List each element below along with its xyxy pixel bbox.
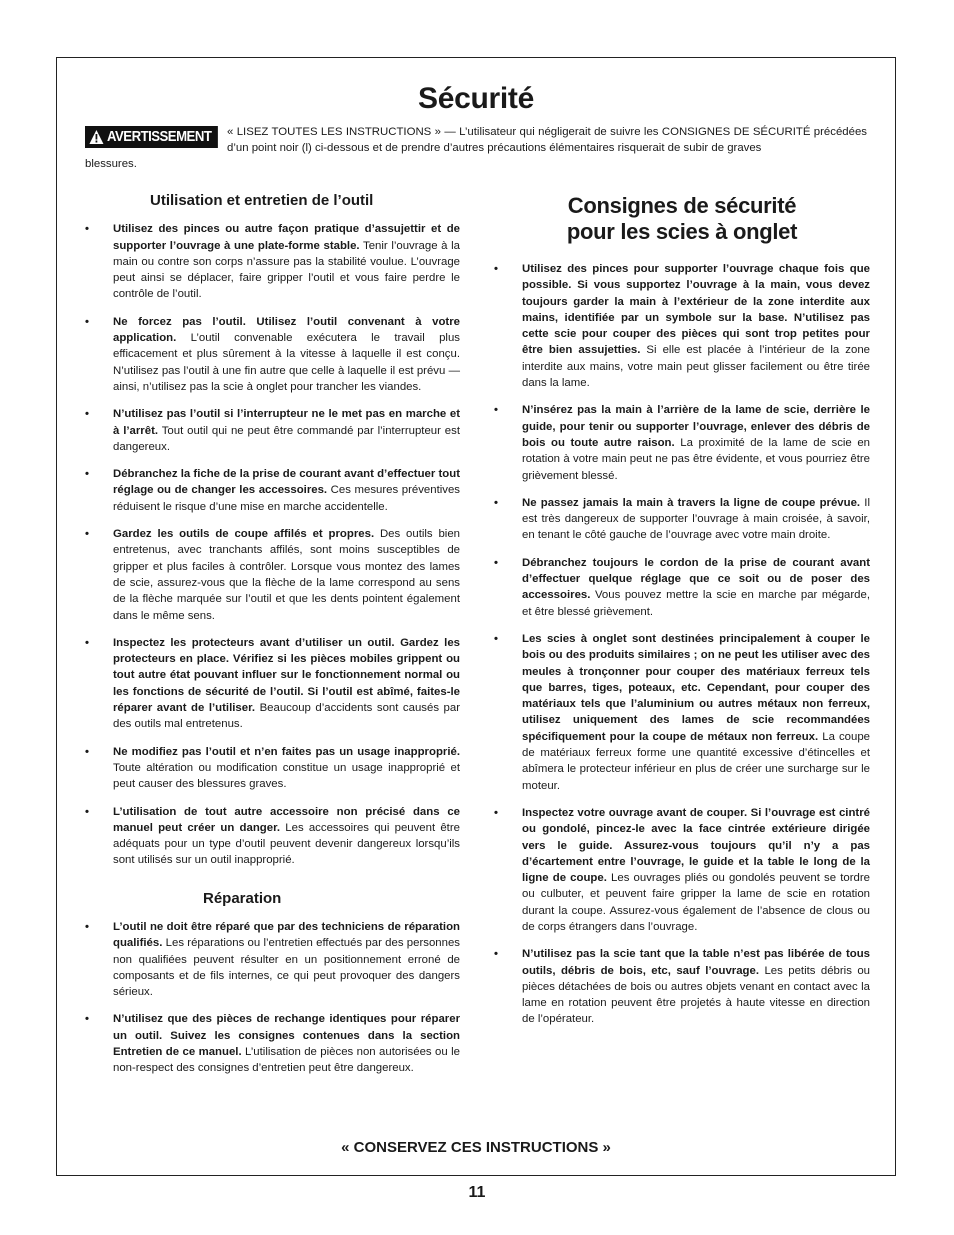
item-body-text: La coupe de matériaux ferreux forme une quantité excessive d’étincelles et abîmera le protecteur inférieur en plus de créer une surcharge sur le moteur. [522, 730, 870, 792]
item-body-text: La proximité de la lame de scie en rotation à votre main peut ne pas être évidente, et vous pourriez être grièvement blessé. [522, 436, 871, 482]
item-body-text: Tenir l’ouvrage à la main ou contre son corps n’assure pas la stabilité voulue. L’ouvrage peut ainsi se déplacer, faire gripper l’outil et vous faire perdre le contrôle de l’outil. [113, 239, 460, 301]
bullet-icon: • [494, 632, 498, 645]
bullet-icon: • [85, 920, 89, 933]
bullet-icon: • [85, 468, 89, 481]
bullet-icon: • [85, 636, 89, 649]
item-body-text: Des outils bien entretenus, avec tranchants affilés, sont moins susceptibles de gripper et plus faciles à contrôler. Lorsque vous montez des lames de scie, assurez-vous que la flèche de la lame correspond au sens de la flèche marquée sur l’outil et que les dents pointent également dans le même sens. [113, 528, 460, 622]
warning-badge-label: AVERTISSEMENT [107, 128, 212, 145]
list-item [85, 744, 460, 793]
bullet-icon: • [494, 948, 498, 961]
item-body-text: Les petits débris ou pièces détachées de bois ou autres objets venant en contact avec la lame en rotation peuvent être projetés à haute vitesse en direction de l’opérateur. [522, 964, 871, 1026]
bullet-icon: • [494, 263, 498, 275]
item-bold-text: L’outil ne doit être réparé que par des techniciens de réparation qualifiés. [113, 920, 460, 950]
item-bold-text: Utilisez des pinces ou autre façon pratique d’assujettir et de supporter l’ouvrage à une plate-forme stable. [113, 223, 460, 252]
item-body-text: Les ouvrages pliés ou gondolés peuvent se tordre ou culbuter, et peuvent faire gripper la lame de scie en rotation durant la coupe. Assurez-vous également de l’absence de clous ou de corps étrangers dans l’ouvrage. [522, 872, 870, 933]
item-body-text: Beaucoup d’accidents sont causés par des outils mal entretenus. [113, 702, 460, 731]
item-body-text: Tout outil qui ne peut être commandé par l’interrupteur est dangereux. [113, 424, 460, 453]
bullet-icon: • [494, 404, 498, 417]
item-bold-text: Ne forcez pas l’outil. Utilisez l’outil convenant à votre application. [113, 315, 460, 345]
page-title: Sécurité [418, 82, 534, 115]
warning-text-tail: blessures. [85, 158, 137, 170]
section-heading-repair: Réparation [203, 889, 282, 907]
section-heading-usage: Utilisation et entretien de l’outil [150, 192, 374, 209]
item-bold-text: Utilisez des pinces pour supporter l’ouvrage chaque fois que possible. Si vous supportez l’ouvrage à la main, vous devez toujours garder la main à l’extérieur de la zone interdite aux mains, identifiée par un symbole sur la base. N’utilisez pas cette scie pour couper des pièces qui sont trop petites pour être bien assujetties. [522, 263, 870, 357]
bullet-icon: • [494, 556, 498, 569]
list-item [494, 555, 870, 620]
list-item [85, 635, 460, 733]
bullet-icon: • [494, 806, 498, 819]
item-bold-text: N’insérez pas la main à l’arrière de la lame de scie, derrière le guide, pour tenir ou supporter l’ouvrage, enlever des débris de bois ou toute autre raison. [522, 404, 870, 449]
item-bold-text: Débranchez toujours le cordon de la prise de courant avant d’effectuer quelque réglage que ce soit ou de poser des accessoires. [522, 556, 870, 602]
list-item [85, 314, 460, 395]
list-item [494, 631, 870, 794]
item-bold-text: Débranchez la fiche de la prise de courant avant d’effectuer tout réglage ou de changer les accessoires. [113, 468, 460, 497]
right-column [494, 193, 870, 1039]
bullet-icon: • [85, 745, 89, 758]
item-bold-text: N’utilisez pas l’outil si l’interrupteur ne le met pas en marche et à l’arrêt. [113, 408, 460, 437]
section-heading-miter-saw [494, 193, 870, 245]
miter-saw-list [494, 261, 870, 1028]
list-item [494, 946, 870, 1027]
bullet-icon: • [85, 805, 89, 818]
item-body-text: Ces mesures préventives réduisent le risque d’une mise en marche accidentelle. [113, 484, 460, 513]
page-frame [56, 57, 896, 1176]
item-bold-text: Gardez les outils de coupe affilés et propres. [113, 528, 375, 541]
bullet-icon: • [85, 315, 89, 328]
list-item [494, 261, 870, 391]
item-body-text: Si elle est placée à l’intérieur de la zone interdite aux mains, votre main peut glisser facilement ou être tirée dans la lame. [522, 344, 870, 390]
heading-line-2: pour les scies à onglet [566, 219, 798, 244]
item-bold-text: Ne modifiez pas l’outil et n’en faites pas un usage inapproprié. [113, 745, 460, 758]
bullet-icon: • [85, 408, 89, 421]
item-bold-text: Inspectez les protecteurs avant d’utiliser un outil. Gardez les protecteurs en place. Vérifiez si les pièces mobiles grippent ou tout autre état pouvant influer sur le fonctionnement normal ou les fonctions de sécurité de l’outil. Si l’outil est abîmé, faites-le réparer avant de l’utiliser. [113, 636, 460, 715]
item-body-text: Les réparations ou l’entretien effectués par des personnes non qualifiées peuvent résulter en un positionnement erroné de composants et de fils internes, ce qui peut provoquer des dangers sérieux. [113, 937, 460, 999]
list-item [85, 406, 460, 455]
list-item [85, 919, 460, 1000]
save-instructions-note: « CONSERVEZ CES INSTRUCTIONS » [341, 1139, 611, 1156]
warning-badge [85, 126, 218, 148]
item-bold-text: Inspectez votre ouvrage avant de couper. Si l’ouvrage est cintré ou gondolé, pincez-le avec la face cintrée extérieure dirigée vers le guide. Assurez-vous toujours qu’il n’y a pas d’écartement entre l’ouvrage, le guide et la table le long de la ligne de coupe. [522, 806, 870, 885]
item-body-text: L’utilisation de pièces non autorisées ou le non-respect des consignes d’entretien peut être dangereux. [113, 1046, 460, 1075]
list-item [85, 1011, 460, 1076]
list-item [85, 804, 460, 869]
usage-list [85, 221, 460, 868]
warning-triangle-icon [89, 130, 103, 144]
bullet-icon: • [85, 1013, 89, 1026]
item-body-text: Toute altération ou modification constitue un usage inapproprié et peut causer des blessures graves. [113, 761, 460, 791]
warning-block [85, 124, 867, 156]
repair-list [85, 919, 460, 1077]
list-item [494, 805, 870, 935]
bullet-icon: • [85, 528, 89, 541]
item-body-text: Les accessoires qui peuvent être adéquats pour un type d’outil peuvent devenir dangereux lorsqu’ils sont utilisés sur un outil inapproprié. [113, 821, 460, 867]
bullet-icon: • [494, 496, 498, 509]
item-bold-text: N’utilisez que des pièces de rechange identiques pour réparer un outil. Suivez les consignes contenues dans la section Entretien de ce manuel. [113, 1013, 460, 1059]
item-body-text: L’outil convenable exécutera le travail plus efficacement et plus sûrement à la vitesse à laquelle il est conçu. N’utilisez pas l’outil à une fin autre que celle à laquelle il est prévu — ainsi, n’utilisez pas la scie à onglet pour trancher les viandes. [113, 332, 460, 393]
item-bold-text: Les scies à onglet sont destinées principalement à couper le bois ou des produits similaires ; on ne peut les utiliser avec des meules à tronçonner pour couper des matériaux ferreux tels que barres, tiges, poteaux, etc. Cependant, pour couper des matériaux tels que l’aluminium ou autres métaux non ferreux, utilisez uniquement des lames de scie recommandées spécifiquement pour la coupe de métaux non ferreux. [522, 632, 870, 743]
item-bold-text: Ne passez jamais la main à travers la ligne de coupe prévue. [522, 496, 861, 509]
page-number: 11 [468, 1184, 486, 1201]
item-body-text: Vous pouvez mettre la scie en marche par mégarde, et être blessé grièvement. [522, 589, 870, 618]
left-column [85, 193, 460, 1088]
list-item [494, 495, 870, 544]
warning-text: « LISEZ TOUTES LES INSTRUCTIONS » — L’utilisateur qui négligerait de suivre les CONSIGNES DE SÉCURITÉ précédées d’un point noir (l) ci-dessous et de prendre d’autres précautions élémentaires risquerait de subir de graves [227, 126, 867, 154]
item-body-text: Il est très dangereux de supporter l’ouvrage à main croisée, à savoir, en tenant le côté gauche de l’ouvrage avec votre main droite. [522, 496, 870, 542]
list-item [494, 402, 870, 483]
list-item [85, 221, 460, 302]
list-item [85, 526, 460, 624]
item-bold-text: N’utilisez pas la scie tant que la table n’est pas libérée de tous outils, débris de bois, etc, sauf l’ouvrage. [522, 948, 870, 977]
heading-line-1: Consignes de sécurité [567, 193, 797, 218]
bullet-icon: • [85, 223, 89, 236]
list-item [85, 466, 460, 515]
item-bold-text: L’utilisation de tout autre accessoire non précisé dans ce manuel peut créer un danger. [113, 805, 460, 834]
